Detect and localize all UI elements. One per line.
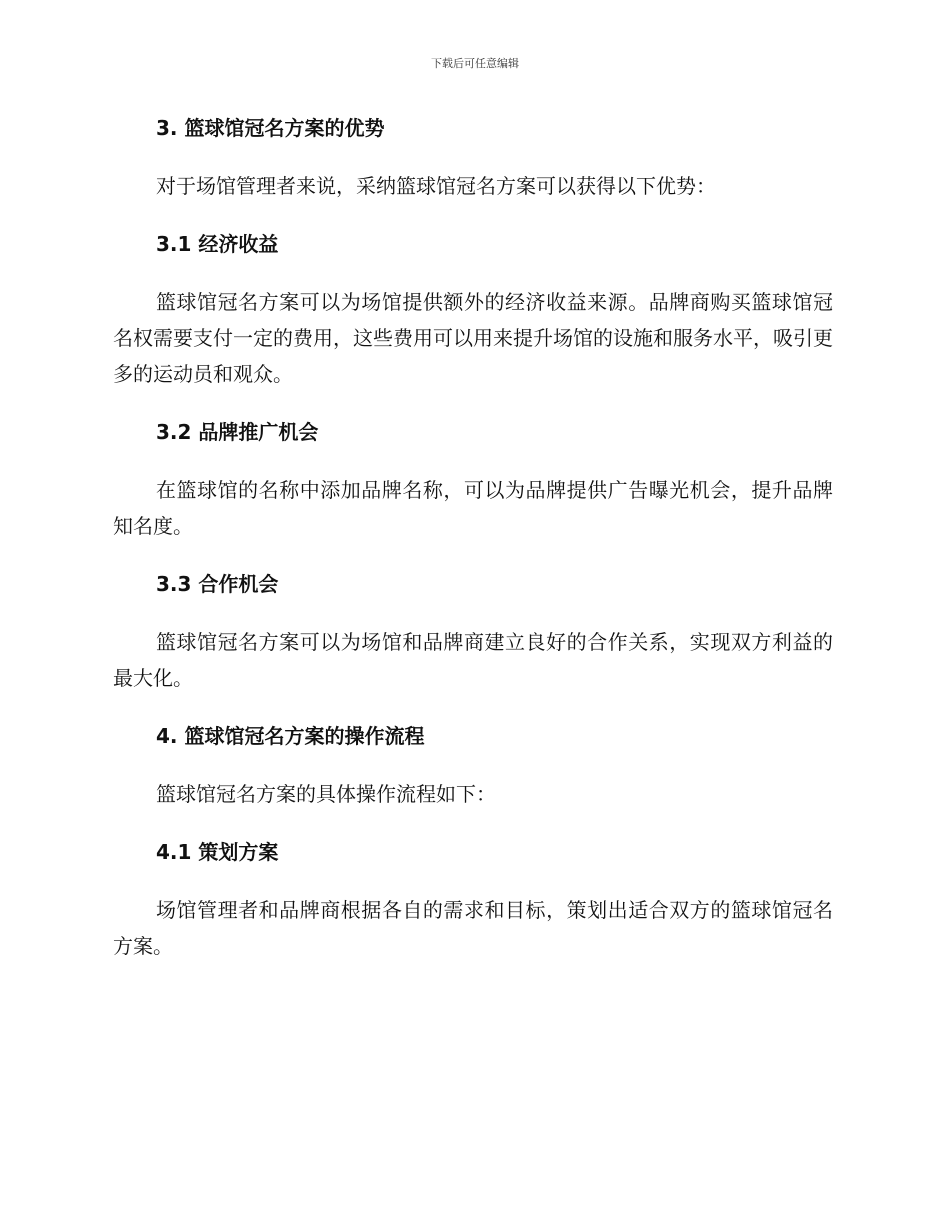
section-3-3-heading: 3.3 合作机会 (156, 572, 279, 596)
document-body (113, 110, 833, 964)
section-3-1-paragraph: 篮球馆冠名方案可以为场馆提供额外的经济收益来源。品牌商购买篮球馆冠名权需要支付一定的费用，这些费用可以用来提升场馆的设施和服务水平，吸引更多的运动员和观众。 (113, 290, 833, 386)
section-3-heading: 3. 篮球馆冠名方案的优势 (156, 116, 385, 140)
section-3-2-paragraph: 在篮球馆的名称中添加品牌名称，可以为品牌提供广告曝光机会，提升品牌知名度。 (113, 478, 833, 538)
section-4-1-heading: 4.1 策划方案 (156, 840, 279, 864)
section-3-intro: 对于场馆管理者来说，采纳篮球馆冠名方案可以获得以下优势： (156, 174, 716, 198)
section-4-intro: 篮球馆冠名方案的具体操作流程如下： (156, 782, 496, 806)
section-4-1-paragraph: 场馆管理者和品牌商根据各自的需求和目标，策划出适合双方的篮球馆冠名方案。 (113, 898, 833, 958)
section-3-2-heading: 3.2 品牌推广机会 (156, 420, 319, 444)
section-4-heading: 4. 篮球馆冠名方案的操作流程 (156, 724, 425, 748)
section-3-1-heading: 3.1 经济收益 (156, 232, 279, 256)
header-note: 下载后可任意编辑 (431, 57, 519, 70)
section-3-3-paragraph: 篮球馆冠名方案可以为场馆和品牌商建立良好的合作关系，实现双方利益的最大化。 (113, 630, 833, 690)
